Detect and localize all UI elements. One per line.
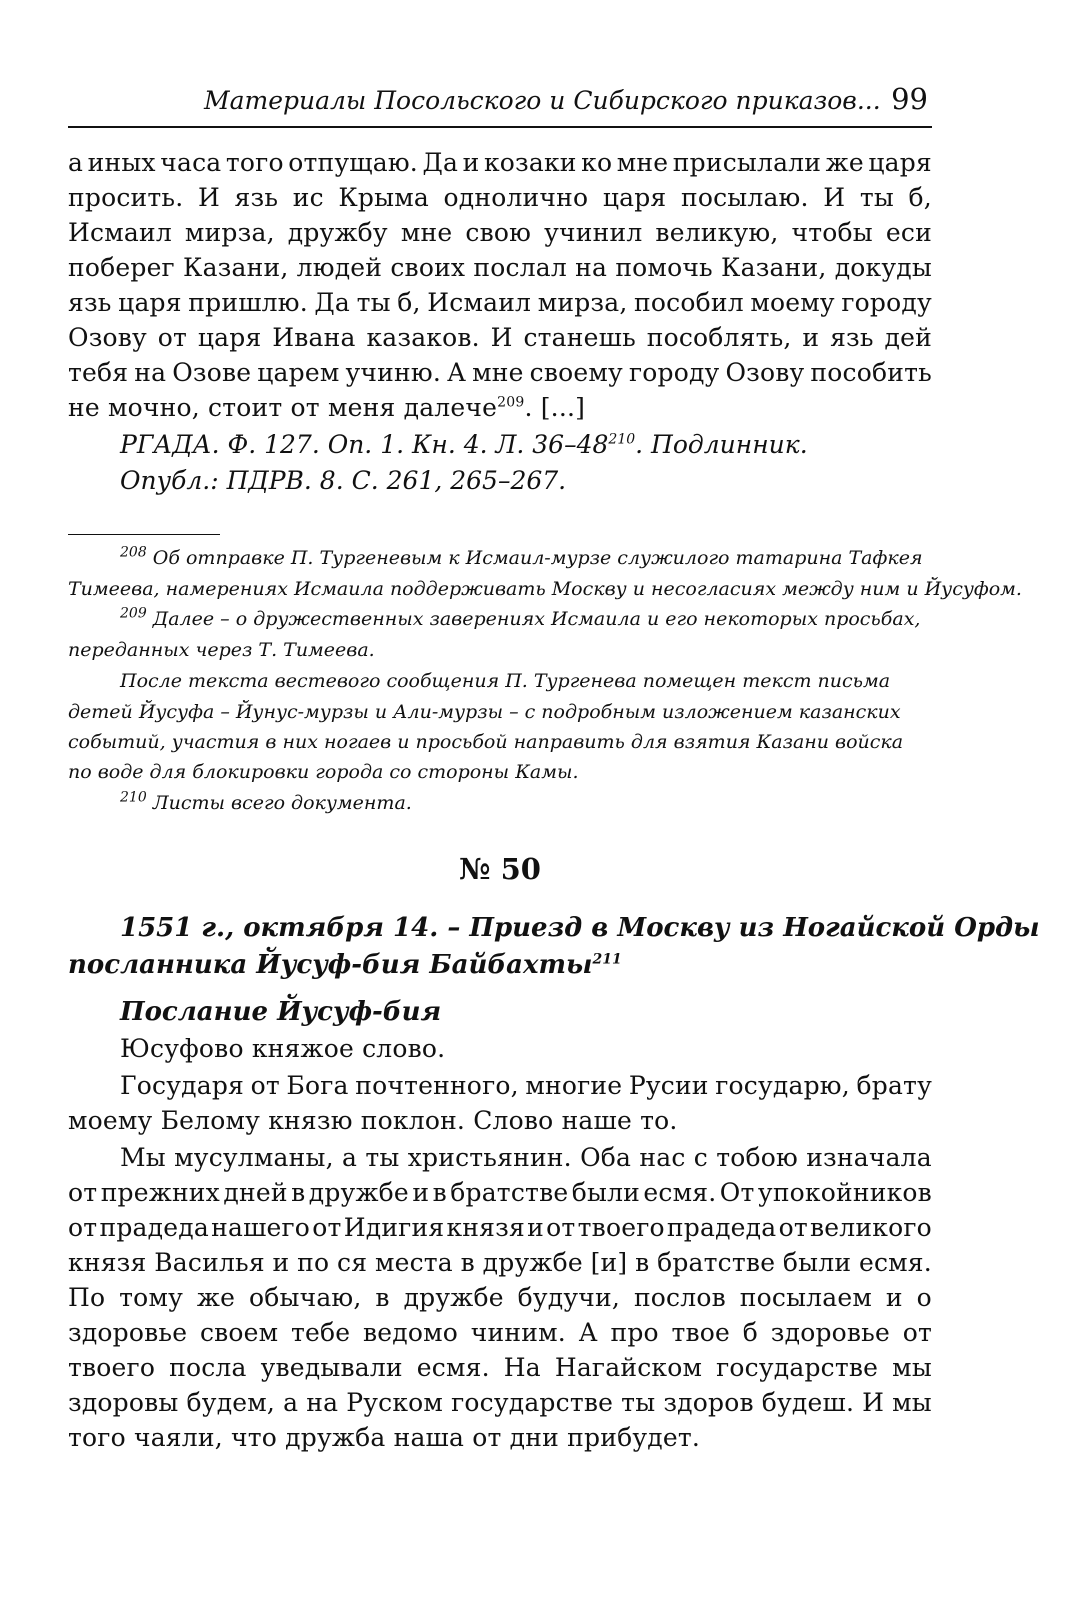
- body-line: того чаяли, что дружба наша от дни прибудет.: [68, 1423, 700, 1452]
- footnote-line: Тимеева, намерениях Исмаила поддерживать Москву и несогласиях между ним и Йусуфом.: [68, 578, 1022, 600]
- body-line: По тому же обычаю, в дружбе будучи, послов посылаем и о: [68, 1283, 932, 1312]
- body-line: моему Белому князю поклон. Слово наше то.: [68, 1106, 678, 1135]
- document-title-continued: посланника Йусуф-бия Байбахты$^{211}$: [68, 950, 622, 980]
- text-line: язь царя пришлю. Да ты б, Исмаил мирза, пособил моему городу: [68, 288, 932, 317]
- footnote-210: $^{210}$ Листы всего документа.: [120, 789, 412, 814]
- body-line: здоровы будем, а на Руском государстве ты здоров будеш. И мы: [68, 1388, 932, 1417]
- footnote-line: событий, участия в них ногаев и просьбой направить для взятия Казани войска: [68, 731, 904, 753]
- footnote-line: по воде для блокировки города со стороны Камы.: [68, 761, 579, 783]
- footnote-ref: 211: [592, 951, 622, 968]
- running-head: Материалы Посольского и Сибирского приказов...: [204, 86, 881, 115]
- body-line: Мы мусулманы, а ты христьянин. Оба нас с тобою изначала: [120, 1143, 932, 1172]
- body-line: от прадеда нашего от Идигия князя и от твоего прадеда от великого: [68, 1213, 932, 1242]
- section-subheading: Послание Йусуф-бия: [120, 997, 442, 1027]
- text-line: тебя на Озове царем учиню. А мне своему городу Озову пособить: [68, 358, 932, 387]
- text-line: Озову от царя Ивана казаков. И станешь пособлять, и язь дей: [68, 323, 932, 352]
- footnote-line: переданных через Т. Тимеева.: [68, 639, 375, 661]
- body-line: твоего посла уведывали есмя. На Нагайском государстве мы: [68, 1353, 932, 1382]
- footnote-line: После текста вестевого сообщения П. Тургенева помещен текст письма: [120, 670, 891, 692]
- footnote-separator: [68, 534, 220, 535]
- text-line: а иных часа того отпущаю. Да и козаки ко мне присылали же царя: [68, 148, 932, 177]
- document-number: № 50: [459, 852, 541, 886]
- footnote-ref: 209: [497, 394, 525, 411]
- book-page: [68, 0, 1040, 1600]
- footnote-208: $^{208}$ Об отправке П. Тургеневым к Исмаил-мурзе служилого татарина Тафкея: [120, 544, 923, 569]
- body-line: Государя от Бога почтенного, многие Русии государю, брату: [120, 1071, 932, 1100]
- page-header: [68, 82, 932, 128]
- footnote-line: детей Йусуфа – Йунус-мурзы и Али-мурзы – с подробным изложением казанских: [68, 701, 901, 723]
- footnote-ref: 210: [608, 431, 636, 448]
- footnote-209: $^{209}$ Далее – о дружественных заверениях Исмаила и его некоторых просьбах,: [120, 605, 921, 630]
- body-line: князя Василья и по ся места в дружбе [и] в братстве были есмя.: [68, 1248, 932, 1277]
- text-line: просить. И язь ис Крыма однолично царя посылаю. И ты б,: [68, 183, 932, 212]
- text-line: не мочно, стоит от меня далече$^{209}$. [...]: [68, 393, 586, 422]
- page-number: 99: [891, 82, 928, 116]
- publication-reference: Опубл.: ПДРВ. 8. С. 261, 265–267.: [120, 466, 567, 495]
- body-line: Юсуфово княжое слово.: [120, 1034, 446, 1063]
- body-line: здоровье своем тебе ведомо чиним. А про твое б здоровье от: [68, 1318, 932, 1347]
- archive-reference: РГАДА. Ф. 127. Оп. 1. Кн. 4. Л. $36-48^{210}$. Подлинник.: [120, 430, 808, 459]
- document-title: 1551 г., октября 14. – Приезд в Москву из Ногайской Орды: [120, 913, 1040, 943]
- text-line: Исмаил мирза, дружбу мне свою учинил великую, чтобы еси: [68, 218, 932, 247]
- body-line: от прежних дней в дружбе и в братстве были есмя. От упокойников: [68, 1178, 932, 1207]
- text-line: поберег Казани, людей своих послал на помочь Казани, докуды: [68, 253, 932, 282]
